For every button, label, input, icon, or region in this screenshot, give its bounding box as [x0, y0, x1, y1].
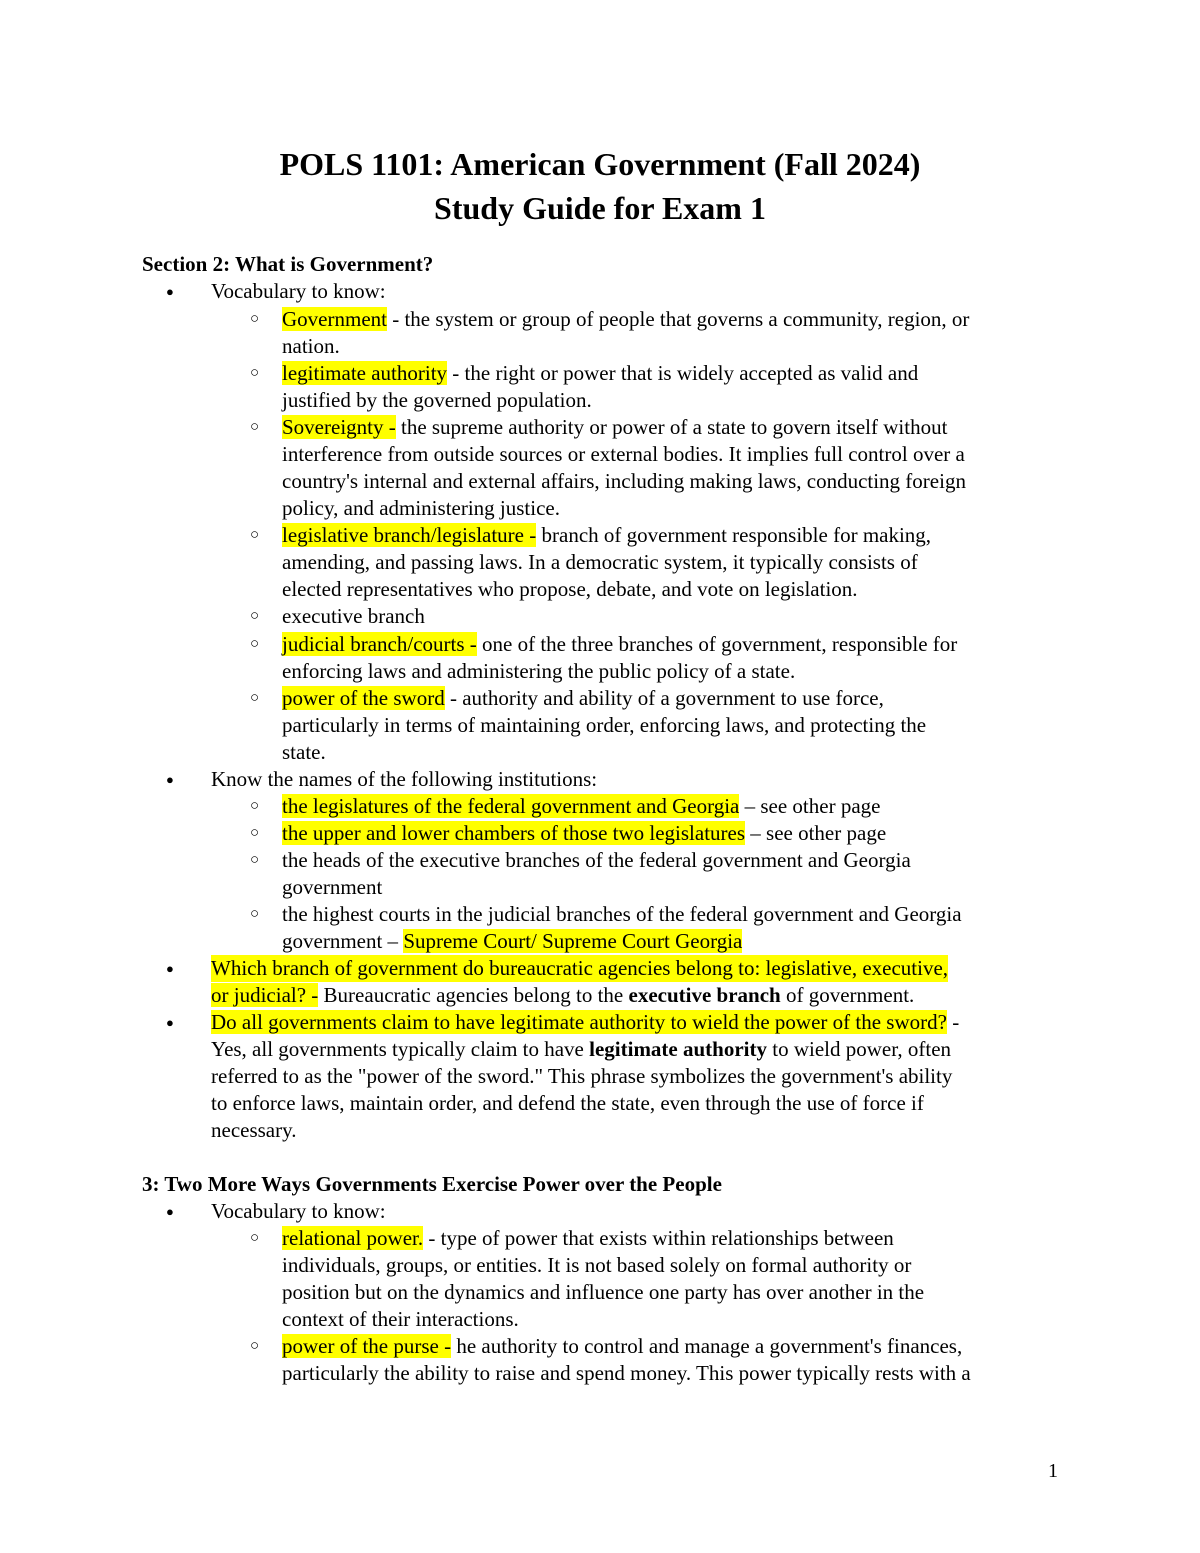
highlighted-term: Sovereignty -	[282, 415, 396, 439]
answer-line: referred to as the "power of the sword." This phrase symbolizes the government's ability	[211, 1064, 953, 1088]
institution-item	[282, 820, 886, 847]
vocab-item	[282, 1225, 894, 1252]
bullet-disc-icon: ●	[166, 772, 174, 787]
answer-bold-text: legitimate authority	[589, 1037, 767, 1061]
definition-text: - authority and ability of a government to use force,	[444, 686, 884, 710]
institution-item: the heads of the executive branches of the federal government and Georgia	[282, 848, 911, 872]
definition-text: amending, and passing laws. In a democratic system, it typically consists of	[282, 550, 918, 574]
highlighted-term: power of the sword	[282, 686, 445, 710]
vocab-item	[282, 631, 957, 658]
answer-bold-text: executive branch	[628, 983, 781, 1007]
institution-item: the highest courts in the judicial branches of the federal government and Georgia	[282, 902, 962, 926]
vocab-item	[282, 685, 884, 712]
highlighted-text: the upper and lower chambers of those two legislatures	[282, 821, 746, 845]
answer-text: to wield power, often	[767, 1037, 952, 1061]
definition-text: justified by the governed population.	[282, 388, 592, 412]
definition-text: particularly the ability to raise and spend money. This power typically rests with a	[282, 1361, 971, 1385]
question-text: or judicial? -	[211, 983, 319, 1007]
definition-text: - the right or power that is widely accepted as valid and	[447, 361, 919, 385]
institution-note: – see other page	[739, 794, 881, 818]
answer-line	[211, 1036, 951, 1063]
highlighted-term: judicial branch/courts -	[282, 632, 477, 656]
bullet-circle-icon: ○	[250, 419, 260, 435]
bullet-circle-icon: ○	[250, 527, 260, 543]
definition-text: policy, and administering justice.	[282, 496, 560, 520]
bullet-circle-icon: ○	[250, 852, 260, 868]
bullet-circle-icon: ○	[250, 825, 260, 841]
document-subtitle: Study Guide for Exam 1	[434, 190, 766, 226]
highlighted-term: relational power.	[282, 1226, 424, 1250]
answer-text: of government.	[780, 983, 915, 1007]
bullet-disc-icon: ●	[166, 1204, 174, 1219]
definition-text: interference from outside sources or external bodies. It implies full control over a	[282, 442, 965, 466]
institution-item	[282, 793, 880, 820]
definition-text: state.	[282, 740, 326, 764]
institution-item-continued: government	[282, 875, 383, 899]
bullet-circle-icon: ○	[250, 608, 260, 624]
document-title: POLS 1101: American Government (Fall 2024)	[279, 146, 921, 182]
institution-note: – see other page	[745, 821, 887, 845]
question-text: Which branch of government do bureaucratic agencies belong to: legislative, executive,	[211, 956, 949, 980]
bullet-circle-icon: ○	[250, 365, 260, 381]
definition-text: - the system or group of people that governs a community, region, or	[386, 307, 970, 331]
vocab-item: executive branch	[282, 604, 425, 628]
institutions-label: Know the names of the following institutions:	[211, 767, 598, 791]
bullet-disc-icon: ●	[166, 961, 174, 976]
definition-text: country's internal and external affairs, including making laws, conducting foreign	[282, 469, 966, 493]
definition-text: he authority to control and manage a government's finances,	[451, 1334, 963, 1358]
definition-text: context of their interactions.	[282, 1307, 519, 1331]
question-line	[211, 1009, 959, 1036]
vocab-item	[282, 360, 918, 387]
definition-text: position but on the dynamics and influence one party has over another in the	[282, 1280, 925, 1304]
definition-text: particularly in terms of maintaining order, enforcing laws, and protecting the	[282, 713, 927, 737]
vocab-item	[282, 306, 969, 333]
bullet-circle-icon: ○	[250, 690, 260, 706]
highlighted-term: legitimate authority	[282, 361, 448, 385]
vocab-item	[282, 414, 947, 441]
institution-text: government –	[282, 929, 404, 953]
definition-text: nation.	[282, 334, 340, 358]
definition-text: one of the three branches of government, responsible for	[476, 632, 958, 656]
vocab-item	[282, 1333, 962, 1360]
highlighted-text: the legislatures of the federal government and Georgia	[282, 794, 740, 818]
bullet-circle-icon: ○	[250, 1338, 260, 1354]
bullet-disc-icon: ●	[166, 284, 174, 299]
answer-line: to enforce laws, maintain order, and defend the state, even through the use of force if	[211, 1091, 924, 1115]
question-text: Do all governments claim to have legitimate authority to wield the power of the sword?	[211, 1010, 947, 1034]
answer-line: necessary.	[211, 1118, 297, 1142]
bullet-circle-icon: ○	[250, 798, 260, 814]
bullet-circle-icon: ○	[250, 906, 260, 922]
bullet-disc-icon: ●	[166, 1015, 174, 1030]
vocab-item	[282, 522, 931, 549]
section-3-heading: 3: Two More Ways Governments Exercise Power over the People	[142, 1172, 722, 1196]
highlighted-term: Government	[282, 307, 387, 331]
definition-text: individuals, groups, or entities. It is not based solely on formal authority or	[282, 1253, 912, 1277]
bullet-circle-icon: ○	[250, 311, 260, 327]
page-number: 1	[1048, 1460, 1058, 1482]
highlighted-term: power of the purse -	[282, 1334, 452, 1358]
highlighted-term: legislative branch/legislature -	[282, 523, 537, 547]
answer-text: -	[946, 1010, 960, 1034]
vocab-label: Vocabulary to know:	[211, 1199, 386, 1223]
section-2-heading: Section 2: What is Government?	[142, 252, 434, 276]
definition-text: the supreme authority or power of a state to govern itself without	[395, 415, 948, 439]
highlighted-text: Supreme Court/ Supreme Court Georgia	[403, 929, 743, 953]
bullet-circle-icon: ○	[250, 1230, 260, 1246]
definition-text: branch of government responsible for making,	[536, 523, 932, 547]
vocab-label: Vocabulary to know:	[211, 279, 386, 303]
institution-item-continued	[282, 928, 742, 955]
question-answer	[211, 982, 914, 1009]
answer-text: Yes, all governments typically claim to have	[211, 1037, 590, 1061]
definition-text: - type of power that exists within relationships between	[423, 1226, 894, 1250]
bullet-circle-icon: ○	[250, 636, 260, 652]
definition-text: elected representatives who propose, debate, and vote on legislation.	[282, 577, 858, 601]
answer-text: Bureaucratic agencies belong to the	[318, 983, 629, 1007]
definition-text: enforcing laws and administering the public policy of a state.	[282, 659, 796, 683]
